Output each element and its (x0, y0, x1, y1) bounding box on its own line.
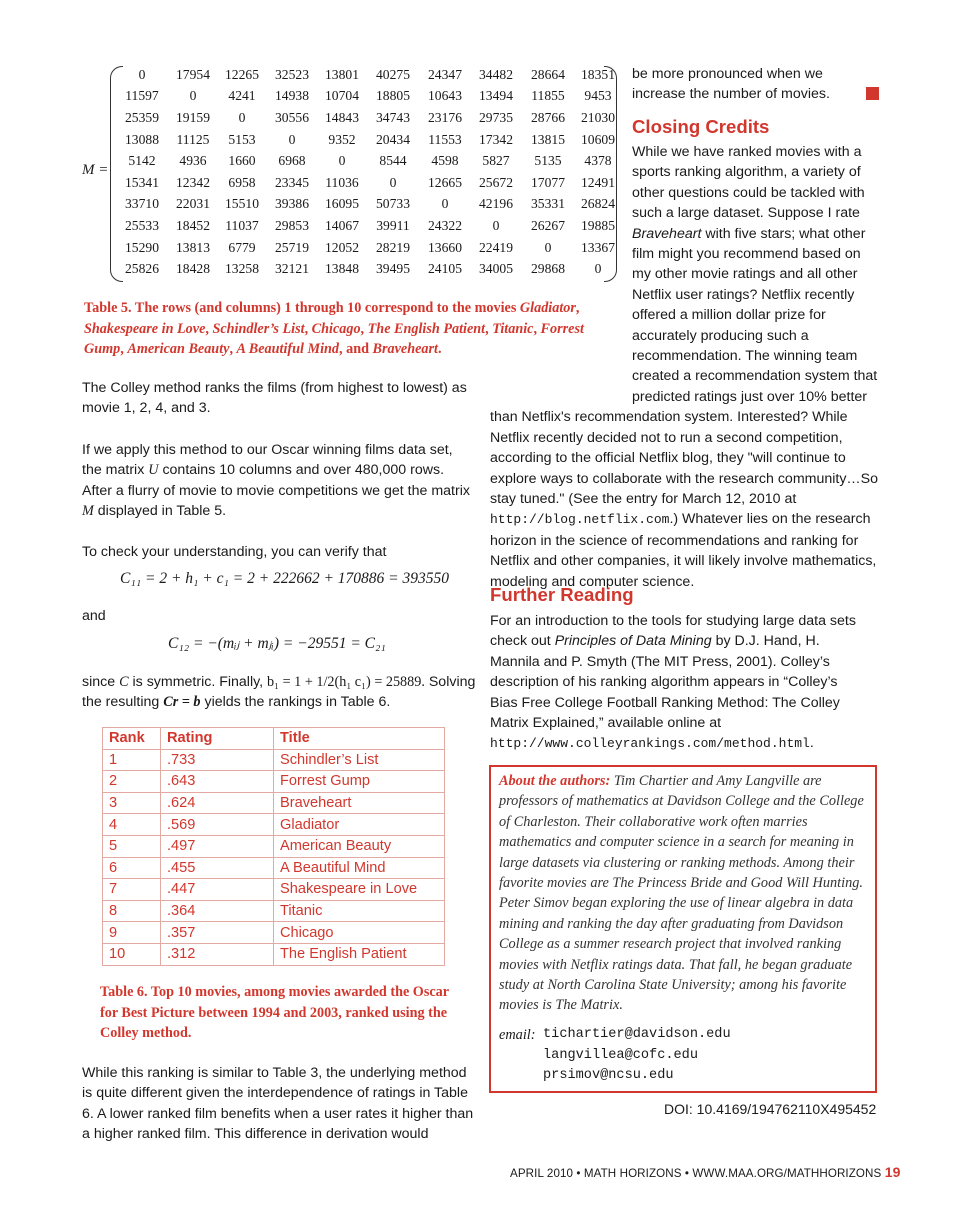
text-run: is symmetric. Finally, (132, 674, 264, 690)
caption-movie: A Beautiful Mind (236, 341, 340, 357)
matrix-cell: 15290 (125, 239, 159, 255)
rating-cell: .357 (161, 922, 274, 944)
caption-movie: American Beauty (127, 341, 230, 357)
caption-movie: Shakespeare in Love (84, 320, 206, 337)
table-row (103, 900, 445, 922)
caption-movie: Forrest Gump (84, 320, 584, 357)
caption-movie: Titanic (492, 320, 534, 337)
matrix-cell: 4378 (584, 153, 612, 169)
matrix-cell: 13815 (531, 131, 565, 147)
rank-cell: 8 (103, 900, 161, 922)
matrix-row (116, 64, 622, 86)
email-address[interactable]: prsimov@ncsu.edu (543, 1068, 674, 1084)
paragraph-colley-ranks: The Colley method ranks the films (from highest to lowest) as movie 1, 2, 4, and 3. (82, 380, 467, 417)
matrix-cell: 6958 (228, 174, 256, 190)
title-cell: Forrest Gump (274, 771, 445, 793)
title-cell: Braveheart (274, 792, 445, 814)
matrix-cell: 12265 (225, 66, 259, 82)
matrix-cell: 25672 (479, 174, 513, 190)
matrix-cell: 0 (338, 153, 346, 169)
table-row (103, 792, 445, 814)
title-cell: Chicago (274, 922, 445, 944)
matrix-cell: 26267 (531, 217, 565, 233)
matrix-cell: 5153 (228, 131, 256, 147)
equation-c11: C₁₁ = 2 + h₁ + c₁ = 2 + 222662 + 170886 = 393550 (120, 570, 449, 587)
text-run: .) Whatever lies on the research horizon in the science of recommendations and ranking for Netflix and other companies, it will likely involve mathematics, modeling and computer science. (490, 511, 877, 590)
title-cell: Schindler’s List (274, 749, 445, 771)
matrix-cell: 11125 (176, 131, 210, 147)
matrix-cell: 0 (138, 66, 146, 82)
matrix-cell: 11037 (225, 217, 259, 233)
matrix-cell: 25359 (125, 109, 159, 125)
matrix-cell: 12052 (325, 239, 359, 255)
table-row (103, 771, 445, 793)
title-cell: American Beauty (274, 835, 445, 857)
doi: DOI: 10.4169/194762110X495452 (664, 1101, 877, 1117)
matrix-cell: 24105 (428, 261, 462, 277)
matrix-cell: 11553 (428, 131, 462, 147)
about-body: Tim Chartier and Amy Langville are professors of mathematics at Davidson College and the College of Charleston. Their collaborative work often marries mathematics and computer science in a search for meaning in large datasets via clustering or ranking methods. Among their favorite movies are The Princess Bride and Good Will Hunting. Peter Simov began exploring the use of linear algebra in data mining and ranking the day after graduating from Davidson College as a summer research project that involved ranking movies with Netflix ratings data. That fall, he began graduate study at North Carolina State University; among his favorite movies is The Matrix. (499, 773, 864, 1014)
matrix-cell: 28219 (376, 239, 410, 255)
matrix-cell: 21030 (581, 109, 615, 125)
rank-cell: 1 (103, 749, 161, 771)
matrix-cell: 39911 (376, 217, 410, 233)
matrix-cell: 12665 (428, 174, 462, 190)
table-row (103, 814, 445, 836)
matrix-cell: 25826 (125, 261, 159, 277)
matrix-cell: 18805 (376, 88, 410, 104)
paragraph-verify: To check your understanding, you can verify that (82, 544, 387, 560)
table5-caption-lead: Table 5. The rows (and columns) 1 through 10 correspond to the movies (84, 300, 517, 316)
matrix-cell: 0 (441, 196, 449, 212)
title-cell: Titanic (274, 900, 445, 922)
rating-cell: .364 (161, 900, 274, 922)
math-var-u: U (148, 462, 159, 479)
matrix-cell: 16095 (325, 196, 359, 212)
table-row (103, 835, 445, 857)
matrix-cell: 19885 (581, 217, 615, 233)
matrix-cell: 42196 (479, 196, 513, 212)
title-cell: The English Patient (274, 943, 445, 965)
matrix-cell: 19159 (176, 109, 210, 125)
matrix-cell: 23345 (275, 174, 309, 190)
text-run: displayed in Table 5. (97, 503, 227, 520)
matrix-cell: 34743 (376, 109, 410, 125)
link-colley-rankings[interactable]: http://www.colleyrankings.com/method.html (490, 736, 810, 752)
matrix-cell: 29853 (275, 217, 309, 233)
text-run: For an introduction to the tools for studying large data sets check out (490, 613, 856, 650)
matrix-cell: 13088 (125, 131, 159, 147)
matrix-cell: 0 (492, 217, 500, 233)
matrix-cell: 40275 (376, 66, 410, 82)
header-rating: Rating (161, 728, 274, 750)
email-address[interactable]: langvillea@cofc.edu (543, 1047, 698, 1063)
matrix-cell: 39495 (376, 261, 410, 277)
text-run: Solving the resulting (82, 674, 476, 711)
rank-cell: 2 (103, 771, 161, 793)
matrix-cell: 14938 (275, 88, 309, 104)
matrix-cell: 29868 (531, 261, 565, 277)
matrix-cell: 0 (594, 261, 602, 277)
matrix-row (116, 107, 622, 129)
matrix-cell: 4598 (431, 153, 459, 169)
rating-cell: .312 (161, 943, 274, 965)
matrix-label: M = (82, 162, 109, 178)
paragraph-further-reading (490, 611, 862, 755)
matrix-cell: 34005 (479, 261, 513, 277)
matrix-cell: 4241 (228, 88, 256, 104)
matrix-cell: 13801 (325, 66, 359, 82)
rating-cell: .447 (161, 879, 274, 901)
table-row (103, 922, 445, 944)
math-var-m: M (82, 503, 94, 520)
heading-further-reading: Further Reading (490, 584, 634, 605)
matrix-cell: 0 (238, 109, 246, 125)
caption-movie: Schindler’s List (212, 320, 305, 337)
matrix-cell: 14843 (325, 109, 359, 125)
header-rank: Rank (103, 728, 161, 750)
matrix-cell: 9352 (328, 131, 356, 147)
header-title: Title (274, 728, 445, 750)
matrix-cell: 11855 (531, 88, 565, 104)
rank-table-header (103, 728, 445, 750)
matrix-cell: 13258 (225, 261, 259, 277)
text-run: If we apply this method to our Oscar winning films data set, the matrix (82, 442, 453, 479)
matrix-cell: 29735 (479, 109, 513, 125)
paragraph-symmetric (82, 672, 482, 713)
rating-cell: .569 (161, 814, 274, 836)
table6-caption: Table 6. Top 10 movies, among movies awarded the Oscar for Best Picture between 1994 and 2003, ranked using the Colley method. (100, 984, 449, 1041)
matrix-cell: 8544 (379, 153, 407, 169)
rank-cell: 4 (103, 814, 161, 836)
red-square-marker (866, 87, 879, 100)
matrix-cell: 4936 (179, 153, 207, 169)
matrix-cell: 9453 (584, 88, 612, 104)
matrix-cell: 24347 (428, 66, 462, 82)
matrix-cell: 10643 (428, 88, 462, 104)
matrix-cell: 15341 (125, 174, 159, 190)
caption-movie: Braveheart (372, 341, 438, 357)
equation-b1: b₁ = 1 + 1/2(h₁ c₁) = 25889. (267, 674, 425, 690)
matrix-cell: 28664 (531, 66, 565, 82)
text-run: since (82, 674, 116, 690)
rating-cell: .455 (161, 857, 274, 879)
table-row (103, 749, 445, 771)
about-authors-text (499, 771, 867, 1016)
matrix-cell: 20434 (376, 131, 410, 147)
title-cell: Gladiator (274, 814, 445, 836)
rank-cell: 10 (103, 943, 161, 965)
matrix-row (116, 86, 622, 108)
text-run: . (809, 735, 814, 752)
matrix-cell: 17954 (176, 66, 210, 82)
paragraph-while-ranking: While this ranking is similar to Table 3, the underlying method is quite different given the interdependence of ratings in Table 6. A lower ranked film benefits when a user rates it higher than a higher ranked film. This difference in derivation would (82, 1065, 474, 1143)
title-cell: Shakespeare in Love (274, 879, 445, 901)
book-title: Principles of Data Mining (554, 633, 712, 650)
text-run: contains 10 columns and over 480,000 rows. After a flurry of movie to movie competitions we get the matrix (82, 462, 470, 499)
rank-cell: 7 (103, 879, 161, 901)
email-address[interactable]: tichartier@davidson.edu (543, 1027, 731, 1042)
caption-movie: Gladiator (519, 300, 576, 316)
equation-c12: C₁₂ = −(mᵢⱼ + mⱼᵢ) = −29551 = C₂₁ (168, 635, 386, 652)
matrix-cell: 25719 (275, 239, 309, 255)
table5-caption: Table 5. The rows (and columns) 1 through 10 correspond to the movies Gladiator, Shakespeare in Love, Schindler’s List, Chicago, The English Patient, Titanic, Forrest Gump, American Beauty, A Beautiful Mind, and Braveheart. (84, 300, 584, 357)
matrix-cell: 0 (389, 174, 397, 190)
matrix-cell: 0 (189, 88, 197, 104)
rating-cell: .624 (161, 792, 274, 814)
table-row (103, 879, 445, 901)
table-row (103, 857, 445, 879)
matrix-cell: 13494 (479, 88, 513, 104)
math-var-c: C (119, 674, 129, 690)
rating-cell: .733 (161, 749, 274, 771)
equation-crb: Cr = b (163, 694, 201, 711)
matrix-cell: 26824 (581, 196, 615, 212)
movie-braveheart: Braveheart (632, 225, 702, 242)
rank-cell: 6 (103, 857, 161, 879)
matrix-cell: 22031 (176, 196, 210, 212)
matrix-cell: 23176 (428, 109, 462, 125)
about-authors-box (489, 765, 877, 1093)
matrix-cell: 18428 (176, 261, 210, 277)
matrix-cell: 14067 (325, 217, 359, 233)
matrix-cell: 0 (544, 239, 552, 255)
matrix-cell: 11597 (125, 88, 159, 104)
matrix-cell: 50733 (376, 196, 410, 212)
text-run: with five stars; what other film might you recommend based on my other movie ratings and all other Netflix user ratings? Netflix recently offered a million dollar prize for accurately producing such a recommendation. The winning team created a recommendation system that predicted ratings just over 10% better than Netflix's recommendation system. Interested? While Netflix recently decided not to run a second competition, according to the official Netflix blog, they "will continue to explore ways to collaborate with the research community…So stay tuned." (See the entry for March 12, 2010 at (490, 225, 878, 507)
matrix-cell: 5135 (534, 153, 562, 169)
matrix-cell: 12342 (176, 174, 210, 190)
table-row (103, 943, 445, 965)
matrix-cell: 39386 (275, 196, 309, 212)
matrix-cell: 5142 (128, 153, 156, 169)
matrix-cell: 24322 (428, 217, 462, 233)
matrix-cell: 13367 (581, 239, 615, 255)
matrix-cell: 1660 (228, 153, 256, 169)
matrix-cell: 10704 (325, 88, 359, 104)
matrix-cell: 33710 (125, 196, 159, 212)
page-footer (510, 1164, 900, 1180)
text-wrap-spacer (490, 142, 632, 392)
rank-cell: 9 (103, 922, 161, 944)
matrix-cell: 25533 (125, 217, 159, 233)
closing-credits-body (490, 142, 880, 592)
text-and: and (82, 608, 106, 624)
email-label: email: (499, 1027, 536, 1043)
paragraph-oscar-dataset (82, 440, 474, 522)
rank-table (102, 727, 445, 966)
rating-cell: .643 (161, 771, 274, 793)
heading-closing-credits: Closing Credits (632, 116, 770, 137)
matrix-cell: 22419 (479, 239, 513, 255)
matrix-cell: 18452 (176, 217, 210, 233)
matrix-cell: 12491 (581, 174, 615, 190)
caption-movie: Chicago (311, 320, 361, 337)
matrix-cell: 34482 (479, 66, 513, 82)
matrix-cell: 10609 (581, 131, 615, 147)
matrix-cell: 13848 (325, 261, 359, 277)
footer-text: APRIL 2010 • MATH HORIZONS • WWW.MAA.ORG/MATHHORIZONS (510, 1167, 882, 1180)
matrix-cell: 11036 (325, 174, 359, 190)
matrix-cell: 5827 (482, 153, 510, 169)
matrix-cell: 6779 (228, 239, 256, 255)
caption-movie: The English Patient (367, 320, 486, 337)
matrix-cell: 13660 (428, 239, 462, 255)
matrix-cell: 35331 (531, 196, 565, 212)
rank-cell: 3 (103, 792, 161, 814)
title-cell: A Beautiful Mind (274, 857, 445, 879)
matrix-cell: 13813 (176, 239, 210, 255)
matrix-cell: 17077 (531, 174, 565, 190)
paragraph-more-pronounced: be more pronounced when we increase the number of movies. (632, 66, 830, 103)
caption-and: and (346, 341, 369, 357)
matrix-cell: 30556 (275, 109, 309, 125)
rank-cell: 5 (103, 835, 161, 857)
matrix-cell: 17342 (479, 131, 513, 147)
email-block (499, 1025, 731, 1087)
matrix-cell: 28766 (531, 109, 565, 125)
matrix-cell: 32523 (275, 66, 309, 82)
matrix-cell: 18351 (581, 66, 615, 82)
link-netflix-blog[interactable]: http://blog.netflix.com (490, 512, 670, 528)
text-run: by D.J. Hand, H. Mannila and P. Smyth (The MIT Press, 2001). Colley’s description of his ranking algorithm appears in “Colley’s Bias Free College Football Ranking Method: The Colley Matrix Explained,” available online at (490, 633, 840, 732)
matrix-cell: 0 (288, 131, 296, 147)
about-label: About the authors: (499, 773, 611, 789)
matrix-cell: 15510 (225, 196, 259, 212)
page-number: 19 (884, 1164, 901, 1180)
matrix-cell: 32121 (275, 261, 309, 277)
text-run: yields the rankings in Table 6. (204, 694, 391, 711)
rating-cell: .497 (161, 835, 274, 857)
matrix-cell: 6968 (278, 153, 306, 169)
text-run: While we have ranked movies with a sports ranking algorithm, a variety of other questions could be tackled with such a large dataset. Suppose I rate (632, 144, 865, 222)
